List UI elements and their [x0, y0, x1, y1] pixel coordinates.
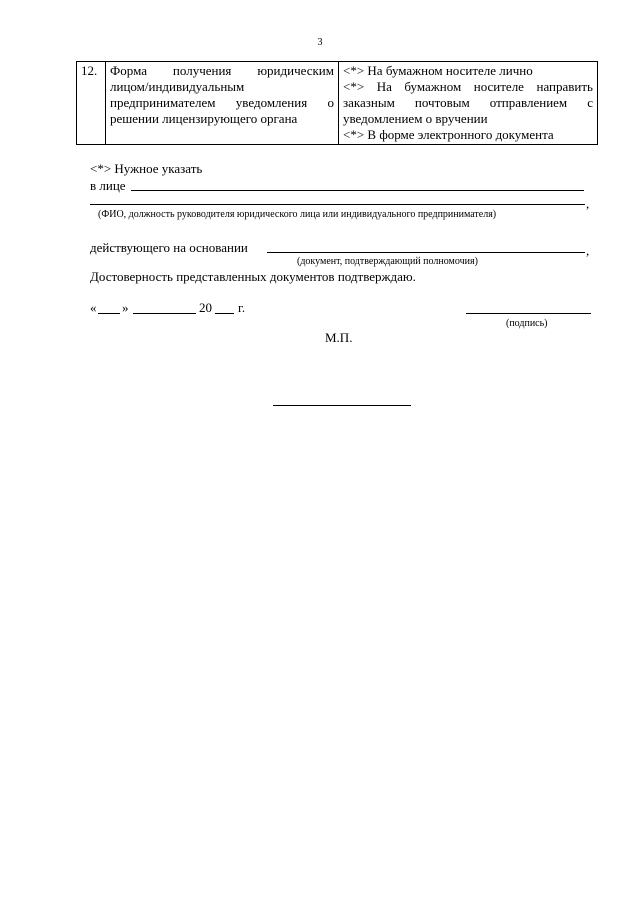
option-line: <*> В форме электронного документа — [343, 127, 554, 142]
description-line: решении лицензирующего органа — [110, 111, 298, 126]
basis-label: действующего на основании — [90, 240, 248, 255]
signature-line[interactable] — [466, 313, 591, 314]
option-line: <*> На бумажном носителе направить — [343, 79, 593, 94]
row-options — [339, 62, 598, 145]
basis-caption: (документ, подтверждающий полномочия) — [297, 256, 478, 267]
confirmation-text: Достоверность представленных документов подтверждаю. — [90, 269, 416, 284]
table-row — [77, 62, 598, 145]
description-line: лицом/индивидуальным — [110, 79, 245, 94]
description-line: Форма получения юридическим — [110, 63, 334, 78]
option-line: <*> На бумажном носителе лично — [343, 63, 533, 78]
stamp-place: М.П. — [325, 330, 353, 345]
end-separator — [273, 405, 411, 406]
date-year-line[interactable] — [215, 313, 234, 314]
page-number: 3 — [317, 37, 323, 48]
date-open-quote: « — [90, 300, 97, 315]
date-day-line[interactable] — [98, 313, 120, 314]
signature-caption: (подпись) — [506, 318, 548, 329]
date-month-line[interactable] — [133, 313, 196, 314]
description-line: предпринимателем уведомления о — [110, 95, 334, 110]
comma: , — [586, 196, 590, 211]
option-line: уведомлением о вручении — [343, 111, 488, 126]
row-number: 12. — [77, 62, 106, 145]
date-year-suffix: г. — [238, 300, 246, 315]
footnote: <*> Нужное указать — [90, 161, 203, 176]
row-description — [106, 62, 339, 145]
fio-caption: (ФИО, должность руководителя юридического лица или индивидуального предпринимателя) — [98, 209, 497, 220]
basis-document-line[interactable] — [267, 252, 585, 253]
option-line: заказным почтовым отправлением с — [343, 95, 593, 110]
license-form-table — [76, 61, 598, 145]
date-year-prefix: 20 — [199, 300, 212, 315]
fio-line[interactable] — [90, 204, 585, 205]
date-close-quote: » — [122, 300, 129, 315]
in-person-label: в лице — [90, 178, 126, 193]
representative-line[interactable] — [131, 190, 584, 191]
comma: , — [586, 243, 590, 258]
